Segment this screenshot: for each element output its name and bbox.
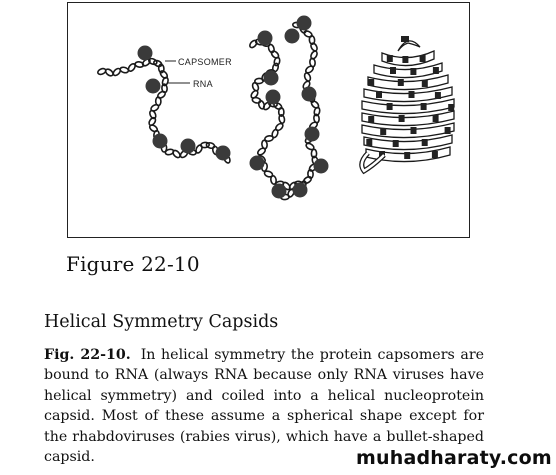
capsomer-bead: [314, 159, 329, 174]
capsomer-bead: [305, 127, 320, 142]
caption-body: In helical symmetry the protein capsomers are bound to RNA (always RNA because only RNA viruses have helical symmetry) and coiled into a helical nucleoprotein capsid. Most of these assume a spherical shape except for the rhabdoviruses (rabies virus), which have a bullet-shaped capsid.: [44, 347, 485, 466]
capsomer-label: CAPSOMER: [178, 57, 232, 67]
section-heading: Helical Symmetry Capsids: [44, 312, 279, 332]
capsomer-bead: [216, 146, 231, 161]
figure-frame: [67, 2, 470, 238]
capsomer-bead: [297, 16, 312, 31]
figure-number-label: Figure 22-10: [66, 252, 200, 276]
capsomer-bead: [266, 90, 281, 105]
capsomer-bead: [258, 31, 273, 46]
capsomer-bead: [302, 87, 317, 102]
watermark-logo: muhadharaty.com: [352, 447, 556, 469]
capsomer-bead: [153, 134, 168, 149]
helical-capsid-illustration: [68, 3, 471, 239]
capsomer-bead: [146, 79, 161, 94]
bullet-capsid-drawing: [362, 36, 454, 171]
capsomer-bead: [264, 71, 279, 86]
capsomer-bead: [181, 139, 196, 154]
rna-strand-right: [281, 22, 321, 200]
caption-figure-number: Fig. 22-10.: [44, 347, 131, 363]
capsomer-bead: [293, 183, 308, 198]
capsomer-bead: [138, 46, 153, 61]
capsomer-bead: [272, 184, 287, 199]
capsomer-bead: [285, 29, 300, 44]
rna-strand-left: [97, 58, 231, 164]
rna-label: RNA: [193, 79, 213, 89]
capsomer-bead: [250, 156, 265, 171]
